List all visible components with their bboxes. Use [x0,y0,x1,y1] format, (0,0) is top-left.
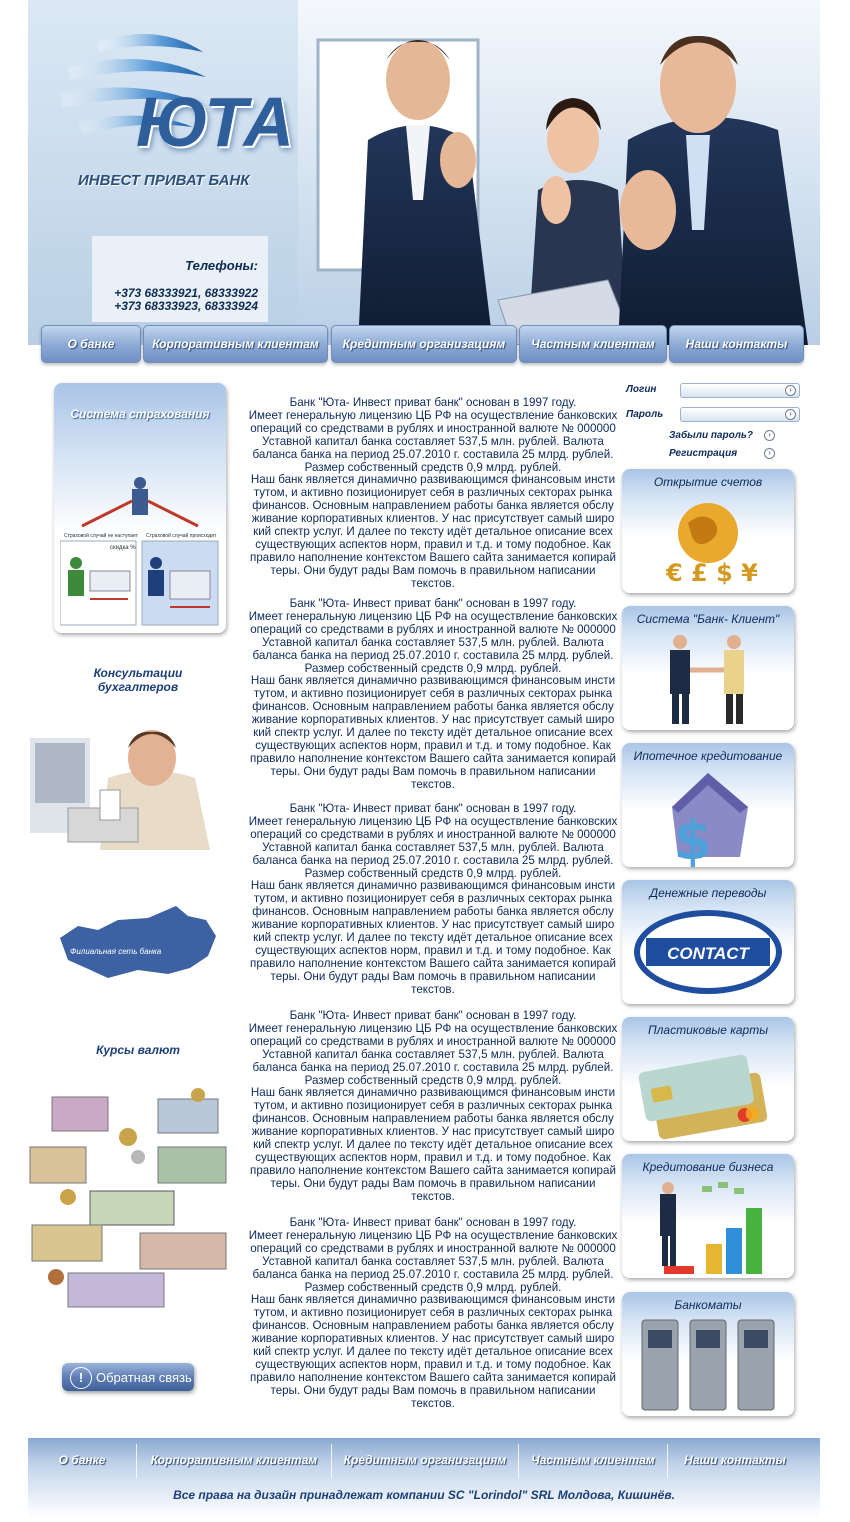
service-title: Банкоматы [674,1298,742,1312]
article-line: живание корпоративных клиентов. У нас присутствует самый широ [251,918,615,932]
service-bank-client[interactable] [622,606,794,730]
article-line: операций со средствами в рублях и иностранной валюте № 000000 [250,421,616,435]
accountant-photo[interactable] [30,718,220,850]
consult-line-1: Консультации [93,666,183,680]
handshake-icon [622,630,794,730]
house-dollar-icon [622,767,794,867]
article-line: операций со средствами в рублях и иностранной валюте № 000000 [250,1034,616,1048]
article-line: правило наполнение контекстом Вашего сайта занимается копирай [250,550,616,564]
contact-logo-text: CONTACT [667,944,749,963]
article-line: существующих аспектов норм, правил и т.д. и тому подобное. Как [255,738,611,752]
article-line: баланса банка на период 25.07.2010 г. составила 25 млрд. рублей. [252,1267,614,1281]
article-line: кий спектр услуг. И далее по тексту идёт детальное описание всех [253,1138,613,1152]
nav-contacts[interactable]: Наши контакты [669,325,804,363]
article-line: теры. Они будут рады Вам помочь в правильном написании текстов. [270,1176,596,1203]
article-line: Банк "Юта- Инвест приват банк" основан в 1997 году. [289,802,577,815]
service-title: Система "Банк- Клиент" [636,612,780,626]
article-line: Имеет генеральную лицензию ЦБ РФ на осуществление банковских [248,1021,618,1035]
login-label: Логин [626,384,657,395]
nav-about[interactable]: О банке [41,325,141,363]
nav-credit-organizations[interactable]: Кредитным организациям [331,325,517,363]
article-line: Наш банк является динамично развивающимся финансовым инсти [250,1086,616,1100]
exclamation-icon: ! [70,1367,92,1389]
article-line: операций со средствами в рублях и иностранной валюте № 000000 [250,827,616,841]
article-line: финансов. Основным направлением работы банка является обслу [252,700,614,714]
article-line: существующих аспектов норм, правил и т.д. и тому подобное. Как [255,1150,611,1164]
page [28,0,820,1522]
service-title: Открытие счетов [653,475,763,489]
phone-line-1: +373 68333921, 68333922 [114,286,258,300]
credit-cards-icon [622,1041,794,1141]
service-mortgage[interactable] [622,743,794,867]
article-line: Банк "Юта- Инвест приват банк" основан в 1997 году. [289,597,577,610]
article-line: существующих аспектов норм, правил и т.д. и тому подобное. Как [255,1357,611,1371]
currency-rates-title[interactable]: Курсы валют [96,1043,180,1057]
article-line: тутом, и активно позиционирует себя в различных секторах рынка [253,1306,613,1320]
footer-nav-about[interactable]: О банке [58,1453,106,1467]
article-1 [248,397,618,591]
main-nav [41,325,812,363]
article-line: Размер собственный средств 0,9 млрд. рублей. [304,460,562,474]
register-arrow-icon[interactable]: › [764,448,775,459]
password-label: Пароль [626,409,664,420]
article-line: баланса банка на период 25.07.2010 г. составила 25 млрд. рублей. [252,853,614,867]
article-line: баланса банка на период 25.07.2010 г. составила 25 млрд. рублей. [252,648,614,662]
article-line: финансов. Основным направлением работы банка является обслу [252,1319,614,1333]
service-account-opening[interactable] [622,469,794,593]
article-line: Банк "Юта- Инвест приват банк" основан в 1997 году. [289,1216,577,1229]
insurance-diagram-image [60,471,220,627]
phones-block [92,236,268,322]
footer-nav-contacts[interactable]: Наши контакты [684,1453,786,1467]
service-business-lending[interactable] [622,1154,794,1278]
article-line: Уставной капитал банка составляет 537,5 млн. рублей. Валюта [262,840,604,854]
login-input[interactable] [680,383,800,398]
article-line: Размер собственный средств 0,9 млрд. рублей. [304,1073,562,1087]
article-line: живание корпоративных клиентов. У нас присутствует самый широ [251,1125,615,1139]
article-line: операций со средствами в рублях и иностранной валюте № 000000 [250,622,616,636]
article-line: живание корпоративных клиентов. У нас присутствует самый широ [251,713,615,727]
service-title: Денежные переводы [649,886,767,900]
service-title: Кредитование бизнеса [642,1160,774,1174]
article-line: Банк "Юта- Инвест приват банк" основан в 1997 году. [289,396,577,409]
article-line: финансов. Основным направлением работы банка является обслу [252,1112,614,1126]
article-line: живание корпоративных клиентов. У нас присутствует самый широ [251,1332,615,1346]
article-line: Уставной капитал банка составляет 537,5 млн. рублей. Валюта [262,635,604,649]
article-line: баланса банка на период 25.07.2010 г. составила 25 млрд. рублей. [252,447,614,461]
article-line: тутом, и активно позиционирует себя в различных секторах рынка [253,1099,613,1113]
person-top-icon [132,477,148,515]
service-title: Пластиковые карты [647,1023,769,1037]
article-4 [248,1010,618,1204]
article-5 [248,1217,618,1411]
article-line: существующих аспектов норм, правил и т.д. и тому подобное. Как [255,537,611,551]
feedback-button[interactable] [62,1363,194,1391]
password-input[interactable] [680,407,800,422]
atm-machines-icon [622,1316,794,1416]
article-line: правило наполнение контекстом Вашего сайта занимается копирай [250,1370,616,1384]
article-line: Наш банк является динамично развивающимся финансовым инсти [250,1293,616,1307]
svg-text:€ £ $ ¥: € £ $ ¥ [666,559,758,587]
phones-title: Телефоны: [185,258,258,273]
logo-subtitle: ИНВЕСТ ПРИВАТ БАНК [78,172,250,189]
footer [28,1438,820,1522]
service-plastic-cards[interactable] [622,1017,794,1141]
article-line: финансов. Основным направлением работы банка является обслу [252,499,614,513]
article-line: тутом, и активно позиционирует себя в различных секторах рынка [253,486,613,500]
header-team-photo [298,0,820,345]
nav-corporate-clients[interactable]: Корпоративным клиентам [143,325,328,363]
globe-currency-icon [622,493,794,593]
article-line: тутом, и активно позиционирует себя в различных секторах рынка [253,687,613,701]
contact-logo [622,904,794,1004]
article-line: Имеет генеральную лицензию ЦБ РФ на осуществление банковских [248,814,618,828]
footer-nav-credit-organizations[interactable]: Кредитным организациям [343,1453,507,1467]
branches-label: Филиальная сеть банка [70,947,162,956]
article-line: тутом, и активно позиционирует себя в различных секторах рынка [253,892,613,906]
article-line: Наш банк является динамично развивающимся финансовым инсти [250,879,616,893]
article-line: кий спектр услуг. И далее по тексту идёт детальное описание всех [253,1345,613,1359]
article-line: Имеет генеральную лицензию ЦБ РФ на осуществление банковских [248,609,618,623]
article-line: операций со средствами в рублях и иностранной валюте № 000000 [250,1241,616,1255]
article-line: правило наполнение контекстом Вашего сайта занимается копирай [250,1163,616,1177]
article-3 [248,803,618,997]
feedback-label: Обратная связь [96,1370,192,1385]
article-line: Наш банк является динамично развивающимся финансовым инсти [250,473,616,487]
article-line: Размер собственный средств 0,9 млрд. рублей. [304,661,562,675]
article-line: кий спектр услуг. И далее по тексту идёт детальное описание всех [253,931,613,945]
copyright-text: Все права на дизайн принадлежат компании SC "Lorindol" SRL Молдова, Кишинёв. [173,1488,675,1502]
article-line: Уставной капитал банка составляет 537,5 млн. рублей. Валюта [262,434,604,448]
footer-nav-private-clients[interactable]: Частным клиентам [531,1453,655,1467]
phone-line-2: +373 68333923, 68333924 [114,299,258,313]
article-line: теры. Они будут рады Вам помочь в правильном написании текстов. [270,563,596,590]
article-line: теры. Они будут рады Вам помочь в правильном написании текстов. [270,1383,596,1410]
forgot-password-link[interactable]: Забыли пароль? [669,430,753,441]
article-line: Наш банк является динамично развивающимся финансовым инсти [250,674,616,688]
insurance-discount-label: скидка % [110,545,136,551]
article-line: правило наполнение контекстом Вашего сайта занимается копирай [250,751,616,765]
article-line: финансов. Основным направлением работы банка является обслу [252,905,614,919]
forgot-arrow-icon[interactable]: › [764,430,775,441]
article-line: существующих аспектов норм, правил и т.д. и тому подобное. Как [255,943,611,957]
article-line: Имеет генеральную лицензию ЦБ РФ на осуществление банковских [248,408,618,422]
article-line: живание корпоративных клиентов. У нас присутствует самый широ [251,512,615,526]
header [28,0,820,345]
article-line: теры. Они будут рады Вам помочь в правильном написании текстов. [270,969,596,996]
branch-network-map[interactable] [58,898,218,984]
consult-line-2: бухгалтеров [97,680,179,694]
svg-text:$: $ [674,809,712,867]
article-line: Размер собственный средств 0,9 млрд. рублей. [304,1280,562,1294]
article-line: кий спектр услуг. И далее по тексту идёт детальное описание всех [253,726,613,740]
growth-chart-icon [622,1178,794,1278]
insurance-title: Система страхования [70,407,210,421]
insurance-box2-label: Страховой случай происходит [146,533,217,539]
register-link[interactable]: Регистрация [669,448,738,459]
article-2 [248,598,618,792]
article-line: теры. Они будут рады Вам помочь в правильном написании текстов. [270,764,596,791]
article-line: Банк "Юта- Инвест приват банк" основан в 1997 году. [289,1009,577,1022]
consult-caption[interactable] [68,666,208,694]
article-line: кий спектр услуг. И далее по тексту идёт детальное описание всех [253,525,613,539]
service-money-transfers[interactable] [622,880,794,1004]
footer-nav [28,1438,820,1482]
insurance-box1-label: Страховой случай не наступает [64,533,138,539]
article-line: Уставной капитал банка составляет 537,5 млн. рублей. Валюта [262,1254,604,1268]
article-line: правило наполнение контекстом Вашего сайта занимается копирай [250,956,616,970]
service-title: Ипотечное кредитование [633,749,783,763]
arrow-icon: › [785,385,796,396]
currency-banknotes-image [28,1087,228,1309]
insurance-system-box[interactable] [54,383,226,633]
arrow-icon: › [785,409,796,420]
article-line: Уставной капитал банка составляет 537,5 млн. рублей. Валюта [262,1047,604,1061]
article-line: Размер собственный средств 0,9 млрд. рублей. [304,866,562,880]
nav-private-clients[interactable]: Частным клиентам [519,325,667,363]
article-line: Имеет генеральную лицензию ЦБ РФ на осуществление банковских [248,1228,618,1242]
article-line: баланса банка на период 25.07.2010 г. составила 25 млрд. рублей. [252,1060,614,1074]
logo-text: ЮТА [136,83,294,161]
service-atms[interactable] [622,1292,794,1416]
footer-nav-corporate-clients[interactable]: Корпоративным клиентам [150,1453,318,1467]
